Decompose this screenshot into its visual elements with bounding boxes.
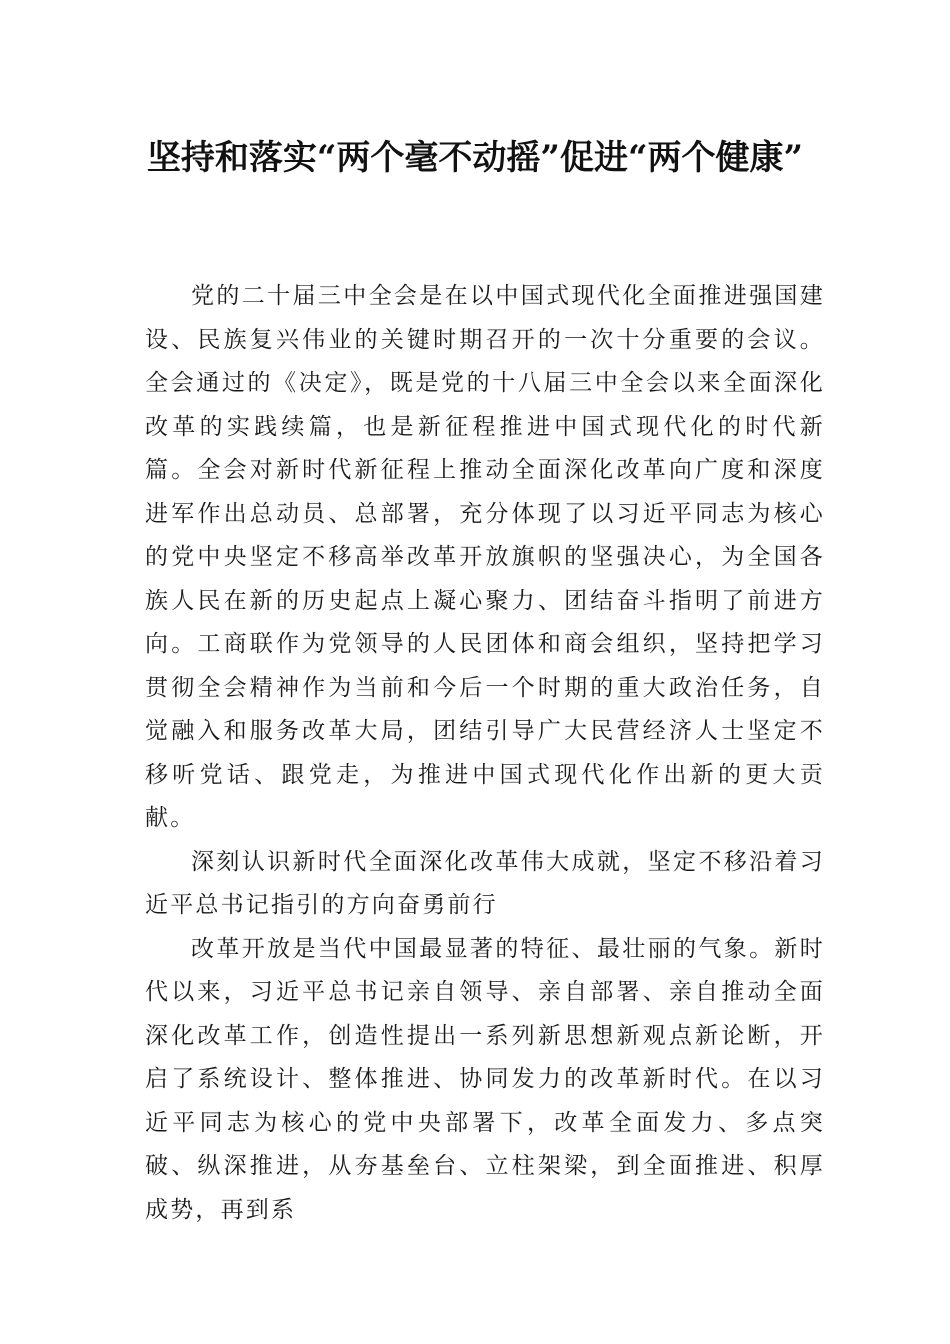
paragraph: 改革开放是当代中国最显著的特征、最壮丽的气象。新时代以来，习近平总书记亲自领导、亲自部署、亲自推动全面深化改革工作，创造性提出一系列新思想新观点新论断，开启了系统设计、整体推进、协同发力的改革新时代。在以习近平同志为核心的党中央部署下，改革全面发力、多点突破、纵深推进，从夯基垒台、立柱架梁，到全面推进、积厚成势，再到系 xyxy=(145,935,825,1223)
document-title: 坚持和落实“两个毫不动摇”促进“两个健康” xyxy=(146,138,804,178)
paragraph: 党的二十届三中全会是在以中国式现代化全面推进强国建设、民族复兴伟业的关键时期召开的一次十分重要的会议。全会通过的《决定》，既是党的十八届三中全会以来全面深化改革的实践续篇，也是新征程推进中国式现代化的时代新篇。全会对新时代新征程上推动全面深化改革向广度和深度进军作出总动员、总部署，充分体现了以习近平同志为核心的党中央坚定不移高举改革开放旗帜的坚强决心，为全国各族人民在新的历史起点上凝心聚力、团结奋斗指明了前进方向。工商联作为党领导的人民团体和商会组织，坚持把学习贯彻全会精神作为当前和今后一个时期的重大政治任务，自觉融入和服务改革大局，团结引导广大民营经济人士坚定不移听党话、跟党走，为推进中国式现代化作出新的更大贡献。 xyxy=(145,283,825,831)
document-body xyxy=(145,275,825,1232)
section-heading: 深刻认识新时代全面深化改革伟大成就，坚定不移沿着习近平总书记指引的方向奋勇前行 xyxy=(145,848,825,918)
